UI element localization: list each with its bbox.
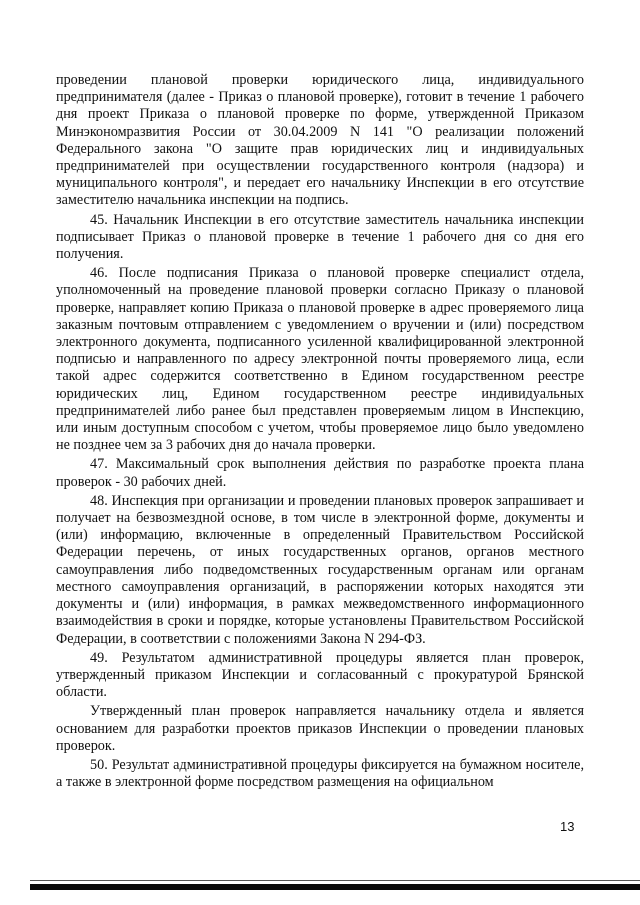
paragraph-49: 49. Результатом административной процедуры является план проверок, утвержденный приказом Инспекции и согласованный с прокуратурой Брянской области.	[56, 649, 584, 701]
paragraph-45: 45. Начальник Инспекции в его отсутствие заместитель начальника инспекции подписывает Приказ о плановой проверке в течение 1 рабочего дня со дня его получения.	[56, 211, 584, 263]
paragraph-approved-plan: Утвержденный план проверок направляется начальнику отдела и является основанием для разработки проектов приказов Инспекции о проведении плановых проверок.	[56, 703, 584, 754]
paragraph-47: 47. Максимальный срок выполнения действия по разработке проекта плана проверок - 30 рабочих дней.	[56, 456, 584, 490]
page-number: 13	[560, 819, 575, 834]
paragraph-50: 50. Результат административной процедуры фиксируется на бумажном носителе, а также в электронной форме посредством размещения на официальном	[56, 756, 584, 791]
paragraph-48: 48. Инспекция при организации и проведении плановых проверок запрашивает и получает на безвозмездной основе, в том числе в электронной форме, документы и (или) информацию, включенные в определенный Правительством Российской Федерации перечень, от иных государственных органов, органов местного самоуправления либо подведомственных государственным органам или органам местного самоуправления организаций, в распоряжении которых находятся эти документы и (или) информация, в рамках межведомственного информационного взаимодействия в сроки и порядке, которые установлены Правительством Российской Федерации, в соответствии с положениями Закона N 294-ФЗ.	[56, 492, 584, 647]
paragraph-continuation: проведении плановой проверки юридического лица, индивидуального предпринимателя (далее - Приказ о плановой проверке), готовит в течение 1 рабочего дня проект Приказа о плановой проверке по форме, утвержденной Приказом Минэкономразвития России от 30.04.2009 N 141 "О реализации положений Федерального закона "О защите прав юридических лиц и индивидуальных предпринимателей при осуществлении государственного контроля (надзора) и муниципального контроля", и передает его начальнику Инспекции в его отсутствие заместителю начальника инспекции на подпись.	[56, 72, 584, 209]
paragraph-46: 46. После подписания Приказа о плановой проверке специалист отдела, уполномоченный на проведение плановой проверки согласно Приказу о плановой проверке, направляет копию Приказа о плановой проверке в адрес проверяемого лица заказным почтовым отправлением с уведомлением о вручении и (или) посредством электронного документа, подписанного усиленной квалифицированной электронной подписью и направленного по адресу электронной почты проверяемого лица, если такой адрес содержится соответственно в Едином государственном реестре юридических лиц, Едином государственном реестре индивидуальных предпринимателей либо ранее был представлен проверяемым лицом в Инспекцию, или иным доступным способом с учетом, чтобы проверяемое лицо было уведомлено не позднее чем за 3 рабочих дня до начала проверки.	[56, 265, 584, 454]
document-body	[56, 72, 584, 791]
scan-edge-bar	[30, 884, 640, 890]
scan-edge-line	[30, 880, 640, 881]
